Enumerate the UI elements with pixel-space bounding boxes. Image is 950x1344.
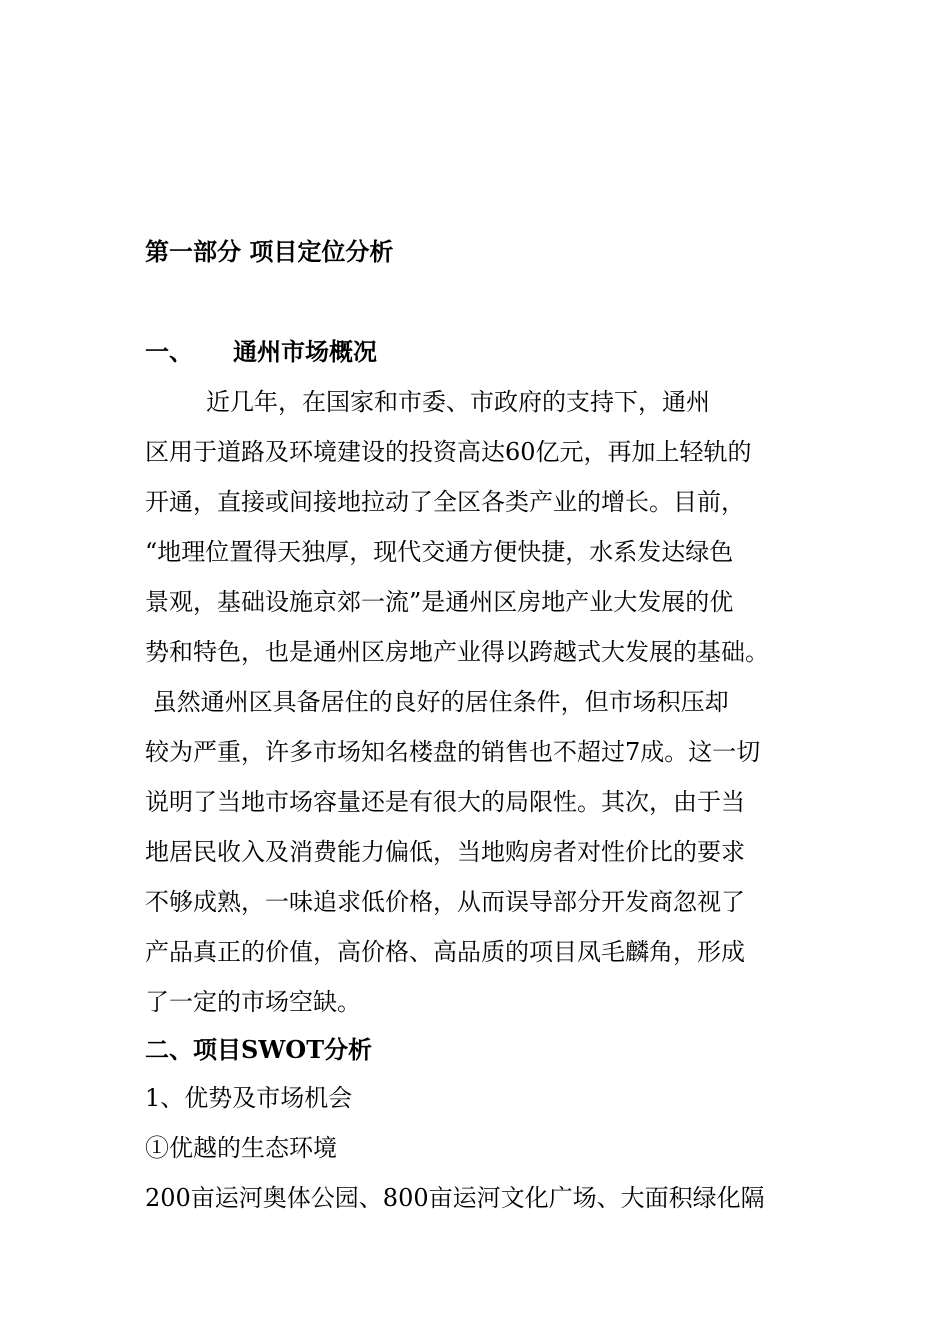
list-item: ①优越的生态环境 bbox=[145, 1134, 337, 1162]
paragraph-line: 势和特色，也是通州区房地产业得以跨越式大发展的基础。 bbox=[145, 638, 769, 666]
section-number: 一、 bbox=[145, 337, 193, 366]
paragraph-line: 虽然通州区具备居住的良好的居住条件，但市场积压却 bbox=[145, 688, 729, 716]
section-heading-1 bbox=[145, 336, 377, 368]
paragraph-line: 区用于道路及环境建设的投资高达60亿元，再加上轻轨的 bbox=[145, 438, 752, 466]
paragraph-line: 不够成熟，一味追求低价格，从而误导部分开发商忽视了 bbox=[145, 888, 745, 916]
section-heading-2: 二、项目SWOT分析 bbox=[145, 1035, 373, 1064]
paragraph-line: 地居民收入及消费能力偏低，当地购房者对性价比的要求 bbox=[145, 838, 745, 866]
paragraph-line: 了一定的市场空缺。 bbox=[145, 988, 361, 1016]
paragraph-line: 近几年，在国家和市委、市政府的支持下，通州 bbox=[145, 388, 711, 416]
section-title: 通州市场概况 bbox=[233, 337, 377, 366]
part-title: 第一部分 项目定位分析 bbox=[145, 237, 394, 266]
paragraph-line: “地理位置得天独厚，现代交通方便快捷，水系发达绿色 bbox=[145, 538, 734, 566]
paragraph-line: 产品真正的价值，高价格、高品质的项目凤毛麟角，形成 bbox=[145, 938, 745, 966]
paragraph-line: 较为严重，许多市场知名楼盘的销售也不超过7成。这一切 bbox=[145, 738, 761, 766]
subsection-heading: 1、优势及市场机会 bbox=[145, 1084, 353, 1112]
paragraph-line: 说明了当地市场容量还是有很大的局限性。其次，由于当 bbox=[145, 788, 745, 816]
paragraph-line: 景观，基础设施京郊一流”是通州区房地产业大发展的优 bbox=[145, 588, 734, 616]
paragraph-line: 开通，直接或间接地拉动了全区各类产业的增长。目前， bbox=[145, 488, 745, 516]
paragraph-line: 200亩运河奥体公园、800亩运河文化广场、大面积绿化隔 bbox=[145, 1184, 765, 1212]
